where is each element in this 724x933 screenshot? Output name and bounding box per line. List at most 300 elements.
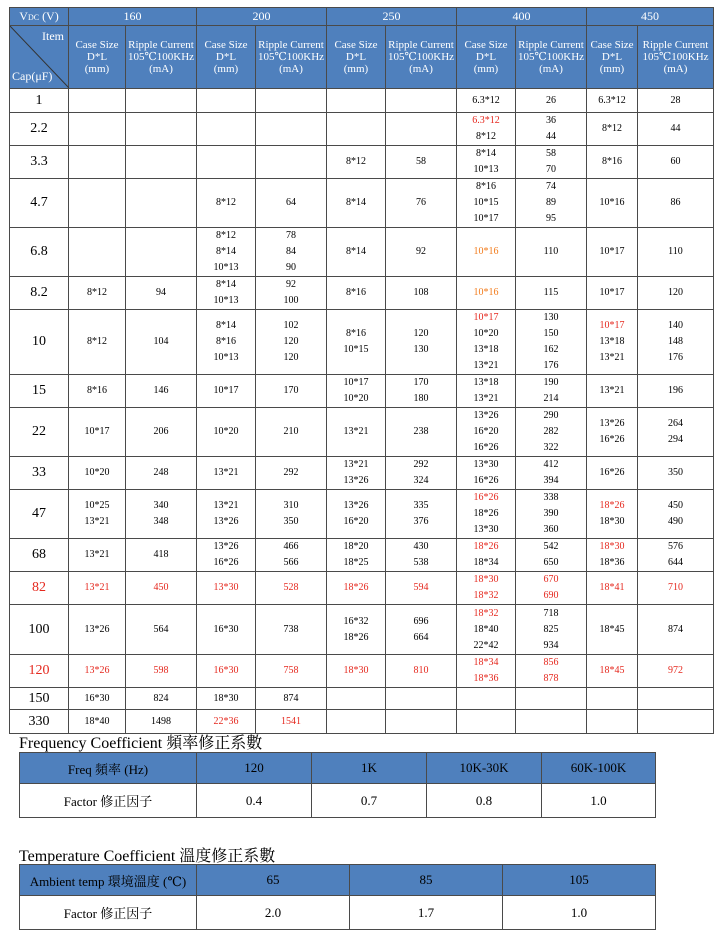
ripple-current-value: 710 xyxy=(668,582,683,593)
case-size-value: 16*26 xyxy=(599,434,625,445)
ripple-current-value: 376 xyxy=(413,516,429,527)
ripple-current-value: 150 xyxy=(543,328,559,339)
case-size-cell xyxy=(457,688,516,710)
case-size-value: 18*40 xyxy=(84,715,110,727)
ripple-current-cell xyxy=(516,277,587,310)
ripple-current-value: 430 xyxy=(413,541,429,552)
case-size-value: 13*18 xyxy=(473,377,499,388)
table-row xyxy=(10,277,714,310)
ripple-current-value: 290 xyxy=(543,410,559,421)
case-size-header xyxy=(587,26,638,89)
case-size-value: 22*36 xyxy=(213,715,239,727)
ripple-current-header-line: (mA) xyxy=(279,63,303,75)
ripple-current-cell xyxy=(126,408,197,457)
case-size-header-line: Case Size xyxy=(334,39,378,51)
case-size-value: 8*16 xyxy=(346,287,366,298)
case-size-cell xyxy=(587,490,638,539)
ripple-current-value: 190 xyxy=(543,377,559,388)
case-size-value: 10*25 xyxy=(84,500,110,511)
case-size-cell xyxy=(587,655,638,688)
ripple-current-cell xyxy=(126,490,197,539)
ripple-current-value: 418 xyxy=(153,549,169,560)
temp-header-label: Ambient temp 環境溫度 (℃) xyxy=(20,865,197,896)
ripple-current-cell xyxy=(256,375,327,408)
ripple-current-cell xyxy=(638,572,714,605)
ripple-current-value: 450 xyxy=(668,500,683,511)
ripple-current-value: 264 xyxy=(668,418,683,429)
case-size-value: 18*34 xyxy=(473,557,499,568)
case-size-value: 18*36 xyxy=(599,557,625,568)
case-size-value: 18*41 xyxy=(599,582,625,593)
case-size-cell xyxy=(69,310,126,375)
ripple-current-value: 176 xyxy=(668,352,683,363)
frequency-coefficient-title: Frequency Coefficient 頻率修正系數 xyxy=(19,735,263,752)
ripple-current-value: 140 xyxy=(668,320,683,331)
table-row xyxy=(10,572,714,605)
case-size-cell xyxy=(197,605,256,655)
case-size-value: 6.3*12 xyxy=(472,115,500,126)
ripple-current-cell xyxy=(516,655,587,688)
voltage-header-row xyxy=(10,8,714,26)
ripple-current-value: 248 xyxy=(153,467,169,478)
case-size-header-line: Case Size xyxy=(75,39,119,51)
ripple-current-value: 176 xyxy=(543,360,559,371)
ripple-current-header-line: 105℃100KHz xyxy=(257,51,325,63)
case-size-cell xyxy=(457,710,516,734)
case-size-cell xyxy=(69,572,126,605)
ripple-current-value: 934 xyxy=(543,639,559,651)
ripple-current-value: 466 xyxy=(283,541,299,552)
ripple-current-value: 90 xyxy=(286,262,296,273)
ripple-current-cell xyxy=(256,490,327,539)
case-size-cell xyxy=(69,228,126,277)
voltage-200-header: 200 xyxy=(197,8,327,26)
case-size-value: 13*18 xyxy=(599,336,625,347)
ripple-current-value: 84 xyxy=(286,246,296,257)
table-row xyxy=(10,146,714,179)
ripple-current-cell xyxy=(516,539,587,572)
capacitance-cell: 82 xyxy=(10,572,69,605)
case-size-header xyxy=(197,26,256,89)
ripple-current-value: 108 xyxy=(413,287,429,298)
capacitance-cell: 2.2 xyxy=(10,113,69,146)
capacitance-cell: 1 xyxy=(10,89,69,113)
case-size-cell xyxy=(327,457,386,490)
case-size-value: 16*30 xyxy=(84,692,110,704)
case-size-value: 10*17 xyxy=(343,377,369,388)
ripple-current-cell xyxy=(256,710,327,734)
freq-col-10k-30k: 10K-30K xyxy=(427,753,542,784)
ripple-current-value: 390 xyxy=(543,508,559,519)
case-size-cell xyxy=(327,572,386,605)
ripple-current-value: 170 xyxy=(283,385,299,396)
table-row xyxy=(10,457,714,490)
case-size-cell xyxy=(327,375,386,408)
case-size-value: 10*17 xyxy=(213,385,239,396)
case-size-cell xyxy=(197,89,256,113)
table-row xyxy=(10,408,714,457)
ripple-current-cell xyxy=(516,228,587,277)
case-size-value: 16*26 xyxy=(473,475,499,486)
ripple-current-value: 718 xyxy=(543,607,559,619)
case-size-cell xyxy=(197,539,256,572)
ripple-current-value: 120 xyxy=(283,336,299,347)
ripple-current-cell xyxy=(638,457,714,490)
voltage-400-header: 400 xyxy=(457,8,587,26)
table-row xyxy=(10,89,714,113)
case-size-cell xyxy=(587,113,638,146)
ripple-current-value: 104 xyxy=(153,336,169,347)
case-size-cell xyxy=(327,539,386,572)
ripple-current-value: 350 xyxy=(283,516,299,527)
ripple-current-cell xyxy=(386,89,457,113)
case-size-value: 10*13 xyxy=(213,295,239,306)
case-size-value: 10*13 xyxy=(473,164,499,175)
case-size-value: 6.3*12 xyxy=(472,94,500,106)
case-size-cell xyxy=(327,146,386,179)
case-size-value: 10*17 xyxy=(599,287,625,298)
case-size-value: 13*21 xyxy=(599,352,625,363)
ripple-current-cell xyxy=(126,310,197,375)
case-size-cell xyxy=(69,89,126,113)
case-size-cell xyxy=(457,146,516,179)
case-size-cell xyxy=(197,228,256,277)
capacitance-cell: 4.7 xyxy=(10,179,69,228)
ripple-current-value: 36 xyxy=(546,115,556,126)
ripple-current-cell xyxy=(386,179,457,228)
case-size-value: 16*20 xyxy=(343,516,369,527)
case-size-cell xyxy=(457,605,516,655)
ripple-current-value: 324 xyxy=(413,475,429,486)
case-size-header xyxy=(457,26,516,89)
ripple-current-cell xyxy=(516,688,587,710)
freq-factor-value: 0.7 xyxy=(312,784,427,818)
item-cap-header xyxy=(10,26,69,89)
ripple-current-cell xyxy=(638,89,714,113)
ripple-current-value: 878 xyxy=(543,673,559,684)
case-size-cell xyxy=(327,605,386,655)
temp-factor-value: 1.0 xyxy=(503,896,656,930)
ripple-current-header xyxy=(386,26,457,89)
case-size-cell xyxy=(587,375,638,408)
ripple-current-cell xyxy=(256,408,327,457)
case-size-value: 13*21 xyxy=(84,549,110,560)
ripple-current-value: 74 xyxy=(546,181,556,192)
case-size-value: 18*26 xyxy=(599,500,625,511)
ripple-current-header-line: Ripple Current xyxy=(518,39,584,51)
case-size-value: 16*26 xyxy=(213,557,239,568)
voltage-160-header: 160 xyxy=(69,8,197,26)
ripple-current-value: 360 xyxy=(543,524,559,535)
ripple-current-cell xyxy=(386,228,457,277)
case-size-value: 8*12 xyxy=(87,336,107,347)
ripple-current-value: 206 xyxy=(153,426,169,437)
case-size-value: 16*30 xyxy=(213,623,239,635)
ripple-current-cell xyxy=(516,146,587,179)
case-size-cell xyxy=(327,113,386,146)
temp-col-65: 65 xyxy=(197,865,350,896)
ripple-current-value: 598 xyxy=(153,665,169,676)
capacitance-cell: 100 xyxy=(10,605,69,655)
case-size-cell xyxy=(587,539,638,572)
ripple-current-cell xyxy=(386,605,457,655)
case-size-value: 8*12 xyxy=(346,156,366,167)
ripple-current-value: 100 xyxy=(283,295,299,306)
ripple-current-value: 650 xyxy=(543,557,559,568)
case-size-value: 13*26 xyxy=(213,541,239,552)
capacitance-cell: 22 xyxy=(10,408,69,457)
case-size-value: 18*26 xyxy=(343,631,369,643)
ripple-current-header-line: (mA) xyxy=(409,63,433,75)
case-size-value: 13*18 xyxy=(473,344,499,355)
table-row xyxy=(10,605,714,655)
case-size-value: 16*26 xyxy=(473,492,499,503)
ripple-current-cell xyxy=(256,688,327,710)
ripple-current-value: 26 xyxy=(546,94,556,106)
case-size-header-line: D*L xyxy=(345,51,367,63)
freq-factor-value: 0.8 xyxy=(427,784,542,818)
case-size-header-line: D*L xyxy=(86,51,108,63)
case-size-header-line: (mm) xyxy=(84,63,110,75)
case-size-value: 13*26 xyxy=(213,516,239,527)
vdc-header: VDC (V) xyxy=(10,8,69,26)
case-size-cell xyxy=(457,375,516,408)
case-size-value: 18*30 xyxy=(599,541,625,552)
case-size-value: 13*21 xyxy=(84,582,110,593)
case-size-cell xyxy=(69,277,126,310)
ripple-current-value: 348 xyxy=(153,516,169,527)
case-size-value: 10*16 xyxy=(599,197,625,208)
case-size-value: 8*14 xyxy=(216,246,236,257)
case-size-cell xyxy=(457,179,516,228)
capacitance-cell: 47 xyxy=(10,490,69,539)
capacitance-cell: 33 xyxy=(10,457,69,490)
capacitance-cell: 120 xyxy=(10,655,69,688)
case-size-cell xyxy=(327,89,386,113)
case-size-header xyxy=(327,26,386,89)
case-size-value: 13*21 xyxy=(343,459,369,470)
case-size-cell xyxy=(457,539,516,572)
temp-col-105: 105 xyxy=(503,865,656,896)
ripple-current-header-line: Ripple Current xyxy=(128,39,194,51)
ripple-current-value: 696 xyxy=(413,615,429,627)
ripple-current-value: 292 xyxy=(283,467,299,478)
ripple-current-value: 310 xyxy=(283,500,299,511)
case-size-header-line: (mm) xyxy=(473,63,499,75)
case-size-cell xyxy=(327,688,386,710)
case-size-cell xyxy=(197,688,256,710)
case-size-cell xyxy=(587,89,638,113)
case-size-cell xyxy=(457,655,516,688)
ripple-current-value: 292 xyxy=(413,459,429,470)
ripple-current-value: 95 xyxy=(546,213,556,224)
ripple-current-header-line: Ripple Current xyxy=(642,39,709,51)
ripple-current-cell xyxy=(516,179,587,228)
freq-col-1k: 1K xyxy=(312,753,427,784)
table-body xyxy=(10,89,714,734)
ripple-current-value: 70 xyxy=(546,164,556,175)
ripple-current-cell xyxy=(638,113,714,146)
ripple-current-cell xyxy=(256,113,327,146)
ripple-current-header-line: Ripple Current xyxy=(388,39,454,51)
ripple-current-cell xyxy=(638,310,714,375)
ripple-current-value: 670 xyxy=(543,574,559,585)
ripple-current-header-line: (mA) xyxy=(149,63,173,75)
case-size-value: 10*17 xyxy=(84,426,110,437)
ripple-current-value: 180 xyxy=(413,393,429,404)
case-size-cell xyxy=(587,277,638,310)
ripple-current-cell xyxy=(126,228,197,277)
case-size-cell xyxy=(327,310,386,375)
case-size-cell xyxy=(457,572,516,605)
ripple-current-value: 76 xyxy=(416,197,426,208)
table-row xyxy=(10,688,714,710)
case-size-cell xyxy=(69,146,126,179)
ripple-current-value: 594 xyxy=(413,582,429,593)
case-size-value: 13*26 xyxy=(84,623,110,635)
case-size-cell xyxy=(69,490,126,539)
ripple-current-value: 238 xyxy=(413,426,429,437)
case-size-cell xyxy=(197,179,256,228)
case-size-value: 13*21 xyxy=(473,393,499,404)
case-size-value: 13*21 xyxy=(213,500,239,511)
ripple-current-value: 64 xyxy=(286,197,296,208)
ripple-current-header-line: 105℃100KHz xyxy=(642,51,709,63)
ripple-current-cell xyxy=(638,655,714,688)
capacitance-cell: 6.8 xyxy=(10,228,69,277)
ripple-current-value: 856 xyxy=(543,657,559,668)
ripple-current-cell xyxy=(386,490,457,539)
case-size-cell xyxy=(457,113,516,146)
case-size-value: 13*21 xyxy=(599,385,625,396)
temp-col-85: 85 xyxy=(350,865,503,896)
case-size-value: 8*16 xyxy=(346,328,366,339)
case-size-cell xyxy=(197,113,256,146)
ripple-current-value: 196 xyxy=(668,385,683,396)
ripple-current-cell xyxy=(638,710,714,734)
ripple-current-value: 340 xyxy=(153,500,169,511)
case-size-value: 13*21 xyxy=(343,426,369,437)
capacitance-cell: 68 xyxy=(10,539,69,572)
freq-header-label: Freq 頻率 (Hz) xyxy=(20,753,197,784)
case-size-value: 10*17 xyxy=(473,312,499,323)
case-size-value: 8*16 xyxy=(87,385,107,396)
freq-col-120: 120 xyxy=(197,753,312,784)
ripple-current-cell xyxy=(256,179,327,228)
ripple-current-cell xyxy=(516,375,587,408)
case-size-value: 16*30 xyxy=(213,665,239,676)
case-size-header-line: D*L xyxy=(475,51,497,63)
ripple-current-cell xyxy=(638,179,714,228)
ripple-current-value: 1541 xyxy=(281,715,301,727)
case-size-cell xyxy=(457,490,516,539)
ripple-current-cell xyxy=(638,375,714,408)
ripple-current-value: 576 xyxy=(668,541,683,552)
ripple-current-header xyxy=(516,26,587,89)
case-size-cell xyxy=(197,375,256,408)
ripple-current-value: 338 xyxy=(543,492,559,503)
case-size-value: 13*30 xyxy=(213,582,239,593)
case-size-cell xyxy=(69,457,126,490)
ripple-current-cell xyxy=(386,277,457,310)
ripple-current-cell xyxy=(126,277,197,310)
ripple-current-value: 738 xyxy=(283,623,299,635)
ripple-current-value: 92 xyxy=(416,246,426,257)
case-size-value: 18*32 xyxy=(473,607,499,619)
case-size-cell xyxy=(587,710,638,734)
ripple-current-value: 1498 xyxy=(151,715,171,727)
case-size-value: 18*20 xyxy=(343,541,369,552)
ripple-current-value: 115 xyxy=(543,287,559,298)
ripple-current-cell xyxy=(256,277,327,310)
capacitance-cell: 10 xyxy=(10,310,69,375)
ripple-current-cell xyxy=(256,539,327,572)
ripple-current-value: 824 xyxy=(153,692,169,704)
ripple-current-value: 538 xyxy=(413,557,429,568)
case-size-header xyxy=(69,26,126,89)
freq-factor-value: 0.4 xyxy=(197,784,312,818)
ripple-current-value: 412 xyxy=(543,459,559,470)
ripple-current-header-line: (mA) xyxy=(539,63,563,75)
ripple-current-header-line: (mA) xyxy=(663,63,688,75)
ripple-current-header-line: Ripple Current xyxy=(258,39,324,51)
ripple-current-cell xyxy=(126,89,197,113)
ripple-current-value: 758 xyxy=(283,665,299,676)
ripple-current-value: 972 xyxy=(668,665,683,676)
case-size-value: 8*12 xyxy=(476,131,496,142)
case-size-cell xyxy=(457,457,516,490)
cap-label: Cap(μF) xyxy=(12,69,53,83)
ripple-current-value: 294 xyxy=(668,434,683,445)
case-size-value: 10*20 xyxy=(213,426,239,437)
case-size-cell xyxy=(587,408,638,457)
case-size-value: 18*26 xyxy=(473,508,499,519)
case-size-header-line: (mm) xyxy=(343,63,369,75)
case-size-value: 13*26 xyxy=(84,665,110,676)
case-size-value: 16*20 xyxy=(473,426,499,437)
case-size-value: 8*12 xyxy=(216,197,236,208)
ripple-current-cell xyxy=(386,457,457,490)
table-row xyxy=(10,113,714,146)
ripple-current-cell xyxy=(516,457,587,490)
case-size-cell xyxy=(327,490,386,539)
case-size-value: 8*16 xyxy=(476,181,496,192)
ripple-current-cell xyxy=(126,457,197,490)
capacitance-cell: 150 xyxy=(10,688,69,710)
ripple-current-value: 110 xyxy=(543,246,559,257)
case-size-value: 10*16 xyxy=(473,246,499,257)
table-row xyxy=(10,655,714,688)
table-row xyxy=(10,375,714,408)
capacitance-cell: 3.3 xyxy=(10,146,69,179)
case-size-value: 18*32 xyxy=(473,590,499,601)
frequency-coefficient-table xyxy=(19,752,656,818)
ripple-current-cell xyxy=(256,146,327,179)
case-size-cell xyxy=(197,408,256,457)
capacitance-cell: 8.2 xyxy=(10,277,69,310)
case-size-value: 18*45 xyxy=(599,665,625,676)
case-size-cell xyxy=(587,572,638,605)
ripple-current-cell xyxy=(516,310,587,375)
case-size-cell xyxy=(69,655,126,688)
case-size-value: 10*15 xyxy=(343,344,369,355)
case-size-header-line: Case Size xyxy=(464,39,508,51)
ripple-current-cell xyxy=(256,310,327,375)
ripple-current-cell xyxy=(126,146,197,179)
case-size-value: 18*40 xyxy=(473,623,499,635)
ripple-current-value: 350 xyxy=(668,467,683,478)
ripple-current-value: 322 xyxy=(543,442,559,453)
